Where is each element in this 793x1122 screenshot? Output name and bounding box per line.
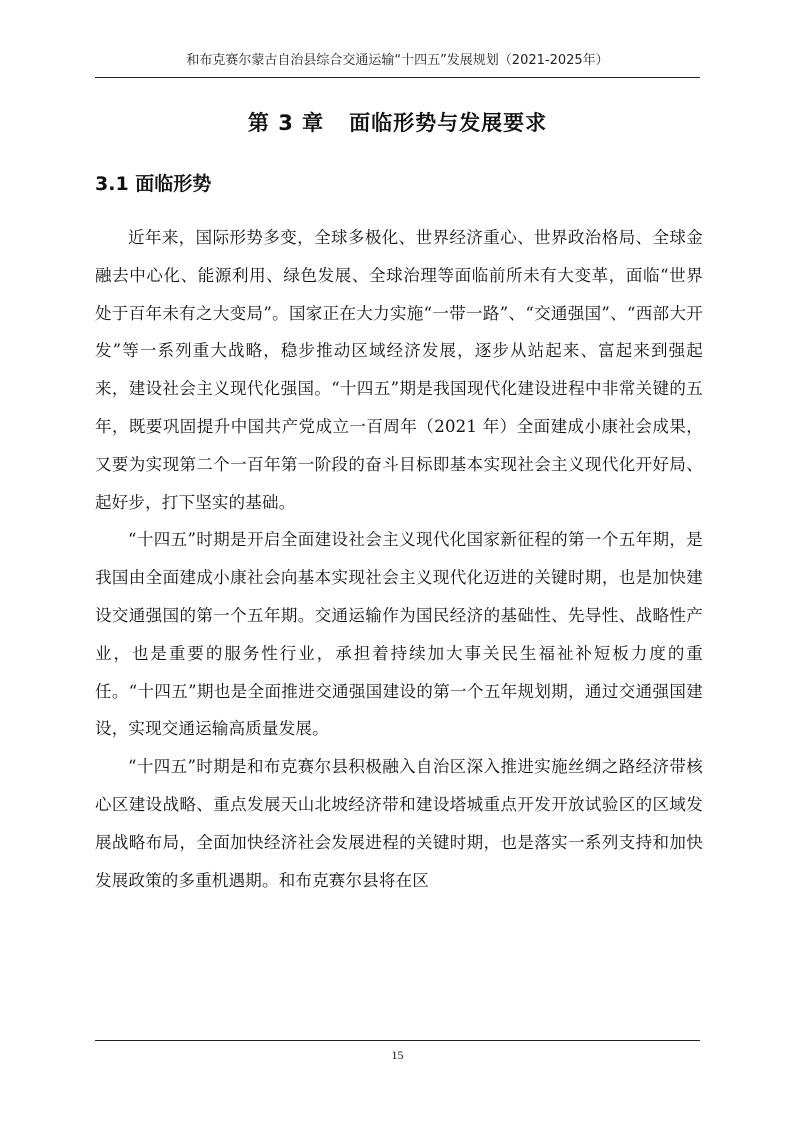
footer-divider: [95, 1040, 700, 1041]
paragraph: “十四五”时期是开启全面建设社会主义现代化国家新征程的第一个五年期，是我国由全面建成小康社会向基本实现社会主义现代化迈进的关键时期，也是加快建设交通强国的第一个五年期。交通运输作为国民经济的基础性、先导性、战略性产业，也是重要的服务性行业，承担着持续加大事关民生福祉补短板力度的重任。“十四五”期也是全面推进交通强国建设的第一个五年规划期，通过交通强国建设，实现交通运输高质量发展。: [95, 530, 703, 739]
header-divider: [95, 77, 700, 78]
section-title: 3.1 面临形势: [95, 173, 212, 195]
page-number: 15: [391, 1048, 404, 1062]
running-header: 和布克赛尔蒙古自治县综合交通运输“十四五”发展规划（2021-2025年）: [186, 53, 609, 68]
chapter-title: 第 3 章 面临形势与发展要求: [247, 111, 548, 135]
body-text: [95, 219, 703, 899]
paragraph: “十四五”时期是和布克赛尔县积极融入自治区深入推进实施丝绸之路经济带核心区建设战略、重点发展天山北坡经济带和建设塔城重点开发开放试验区的区域发展战略布局，全面加快经济社会发展进程的关键时期，也是落实一系列支持和加快发展政策的多重机遇期。和布克赛尔县将在区: [95, 757, 703, 890]
paragraph: 近年来，国际形势多变，全球多极化、世界经济重心、世界政治格局、全球金融去中心化、能源利用、绿色发展、全球治理等面临前所未有大变革，面临“世界处于百年未有之大变局”。国家正在大力实施“一带一路”、“交通强国”、“西部大开发”等一系列重大战略，稳步推动区域经济发展，逐步从站起来、富起来到强起来，建设社会主义现代化强国。“十四五”期是我国现代化建设进程中非常关键的五年，既要巩固提升中国共产党成立一百周年（2021 年）全面建成小康社会成果，又要为实现第二个一百年第一阶段的奋斗目标即基本实现社会主义现代化开好局、起好步，打下坚实的基础。: [95, 228, 703, 512]
